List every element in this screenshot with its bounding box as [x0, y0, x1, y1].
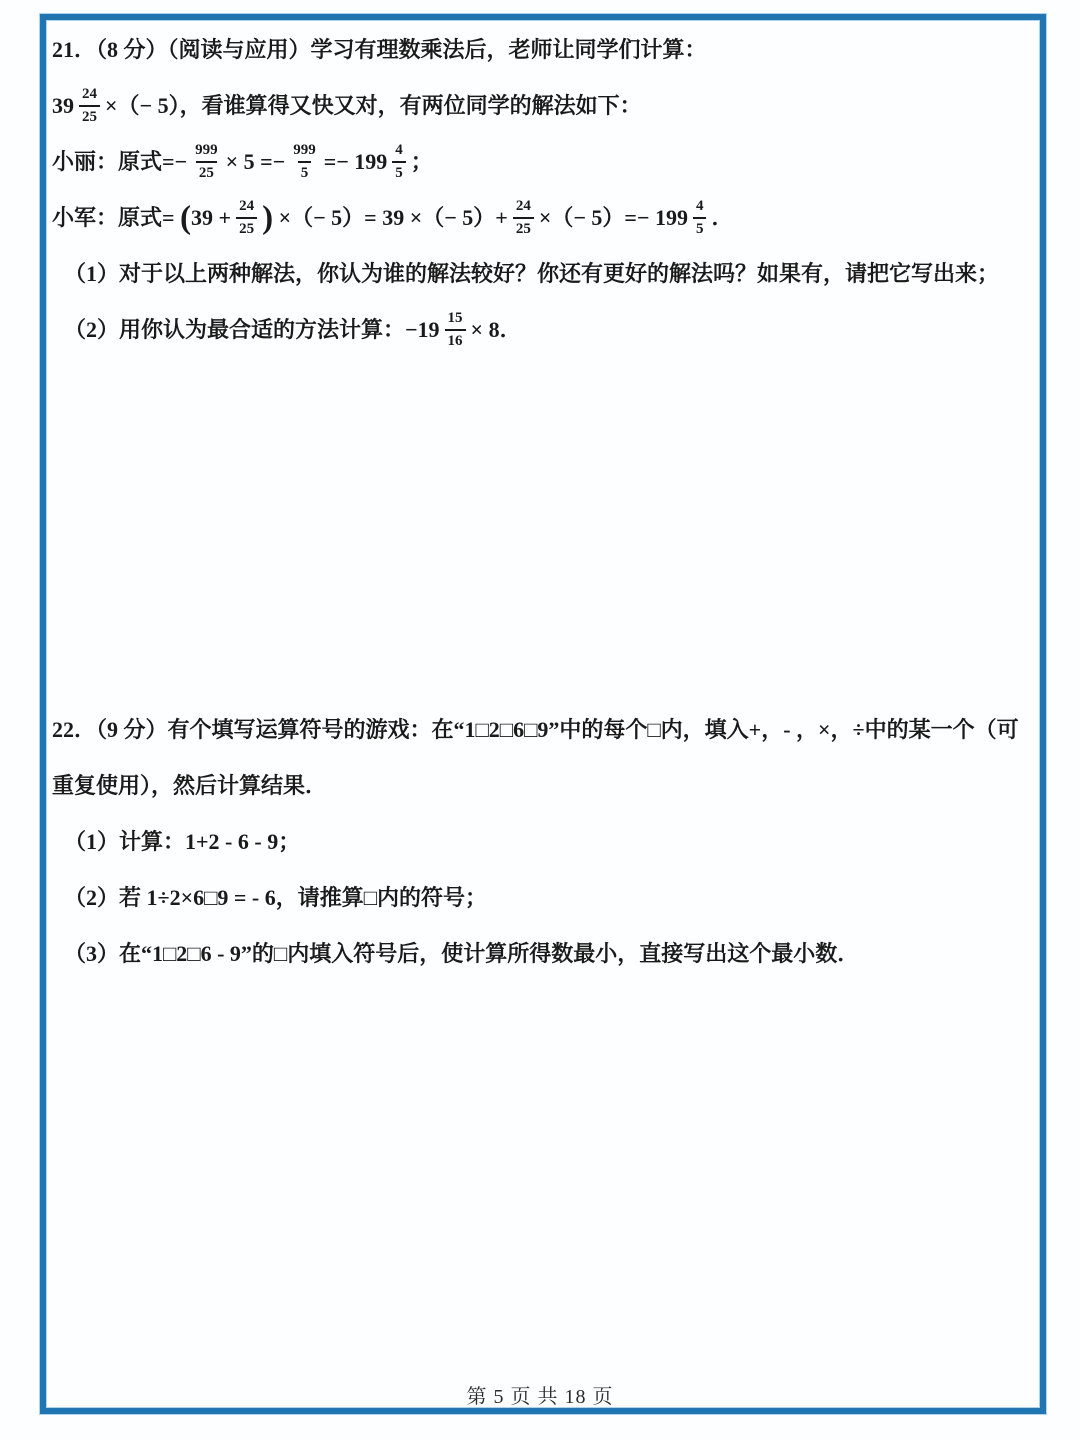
- fraction: [445, 311, 466, 349]
- fraction-numerator: 24: [515, 198, 531, 214]
- p22-sub2: [52, 870, 1040, 926]
- page-number: 第 5 页 共 18 页: [466, 1386, 614, 1408]
- text-segment: （1）对于以上两种解法，你认为谁的解法较好？你还有更好的解法吗？如果有，请把它写出来；: [64, 261, 1000, 287]
- text-segment: 小丽：原式=−: [52, 149, 188, 175]
- p21-sub1: [52, 246, 1040, 302]
- text-segment: 39 +: [191, 205, 232, 231]
- big-parenthesis: (: [180, 199, 192, 236]
- fraction-denominator: 5: [693, 217, 707, 237]
- fraction-denominator: 25: [513, 217, 534, 237]
- fraction-numerator: 4: [395, 142, 403, 158]
- text-segment: ×（− 5），看谁算得又快又对，有两位同学的解法如下：: [105, 93, 642, 119]
- fraction-denominator: 5: [298, 161, 312, 181]
- big-parenthesis: ): [262, 199, 274, 236]
- fraction-denominator: 25: [196, 161, 217, 181]
- text-segment: ×（− 5）= 39 ×（− 5）+: [273, 205, 508, 231]
- fraction: [693, 199, 707, 237]
- p22-sub1: [52, 814, 1040, 870]
- p22-sub3: [52, 926, 1040, 982]
- fraction-denominator: 25: [236, 217, 257, 237]
- text-segment: （3）在“1□2□6 - 9”的□内填入符号后，使计算所得数最小，直接写出这个最小数．: [64, 941, 860, 967]
- text-segment: ．: [711, 205, 734, 231]
- p21-stem-line2: [52, 78, 1040, 134]
- problem-22: [52, 702, 1040, 982]
- p21-xiaoli-solution: [52, 134, 1040, 190]
- text-segment: =− 199: [323, 149, 388, 175]
- fraction: [192, 143, 221, 181]
- page-footer: [0, 1380, 1080, 1409]
- text-segment: × 8．: [470, 317, 522, 343]
- fraction-numerator: 999: [293, 142, 316, 158]
- text-segment: × 5 =−: [225, 149, 286, 175]
- text-segment: ×（− 5）=− 199: [538, 205, 688, 231]
- text-segment: 22．（9 分）有个填写运算符号的游戏：在“1□2□6□9”中的每个□内，填入+，- ，×，÷中的某一个（可: [52, 717, 1019, 743]
- p22-stem-line1: [52, 702, 1040, 758]
- p22-stem-line2: [52, 758, 1040, 814]
- text-segment: 重复使用），然后计算结果．: [52, 773, 328, 799]
- text-segment: （2）用你认为最合适的方法计算：−19: [64, 317, 440, 343]
- problem-21: [52, 22, 1040, 358]
- fraction-numerator: 24: [239, 198, 255, 214]
- text-segment: （2）若 1÷2×6□9 = - 6，请推算□内的符号；: [64, 885, 488, 911]
- text-segment: ；: [410, 149, 433, 175]
- text-segment: （1）计算：1+2 - 6 - 9；: [64, 829, 301, 855]
- fraction: [392, 143, 406, 181]
- fraction: [290, 143, 319, 181]
- fraction-denominator: 16: [445, 329, 466, 349]
- p21-xiaojun-solution: [52, 190, 1040, 246]
- fraction: [513, 199, 534, 237]
- fraction-numerator: 24: [82, 86, 97, 102]
- fraction-denominator: 5: [392, 161, 406, 181]
- p21-stem-line1: [52, 22, 1040, 78]
- fraction-numerator: 15: [447, 310, 463, 326]
- fraction-numerator: 999: [195, 142, 218, 158]
- text-segment: 39: [52, 93, 74, 119]
- p21-sub2: [52, 302, 1040, 358]
- fraction-denominator: 25: [79, 105, 100, 125]
- text-segment: 小军：原式=: [52, 205, 181, 231]
- fraction: [79, 87, 100, 125]
- fraction: [236, 199, 257, 237]
- fraction-numerator: 4: [695, 198, 704, 214]
- text-segment: 21．（8 分）（阅读与应用）学习有理数乘法后，老师让同学们计算：: [52, 37, 707, 63]
